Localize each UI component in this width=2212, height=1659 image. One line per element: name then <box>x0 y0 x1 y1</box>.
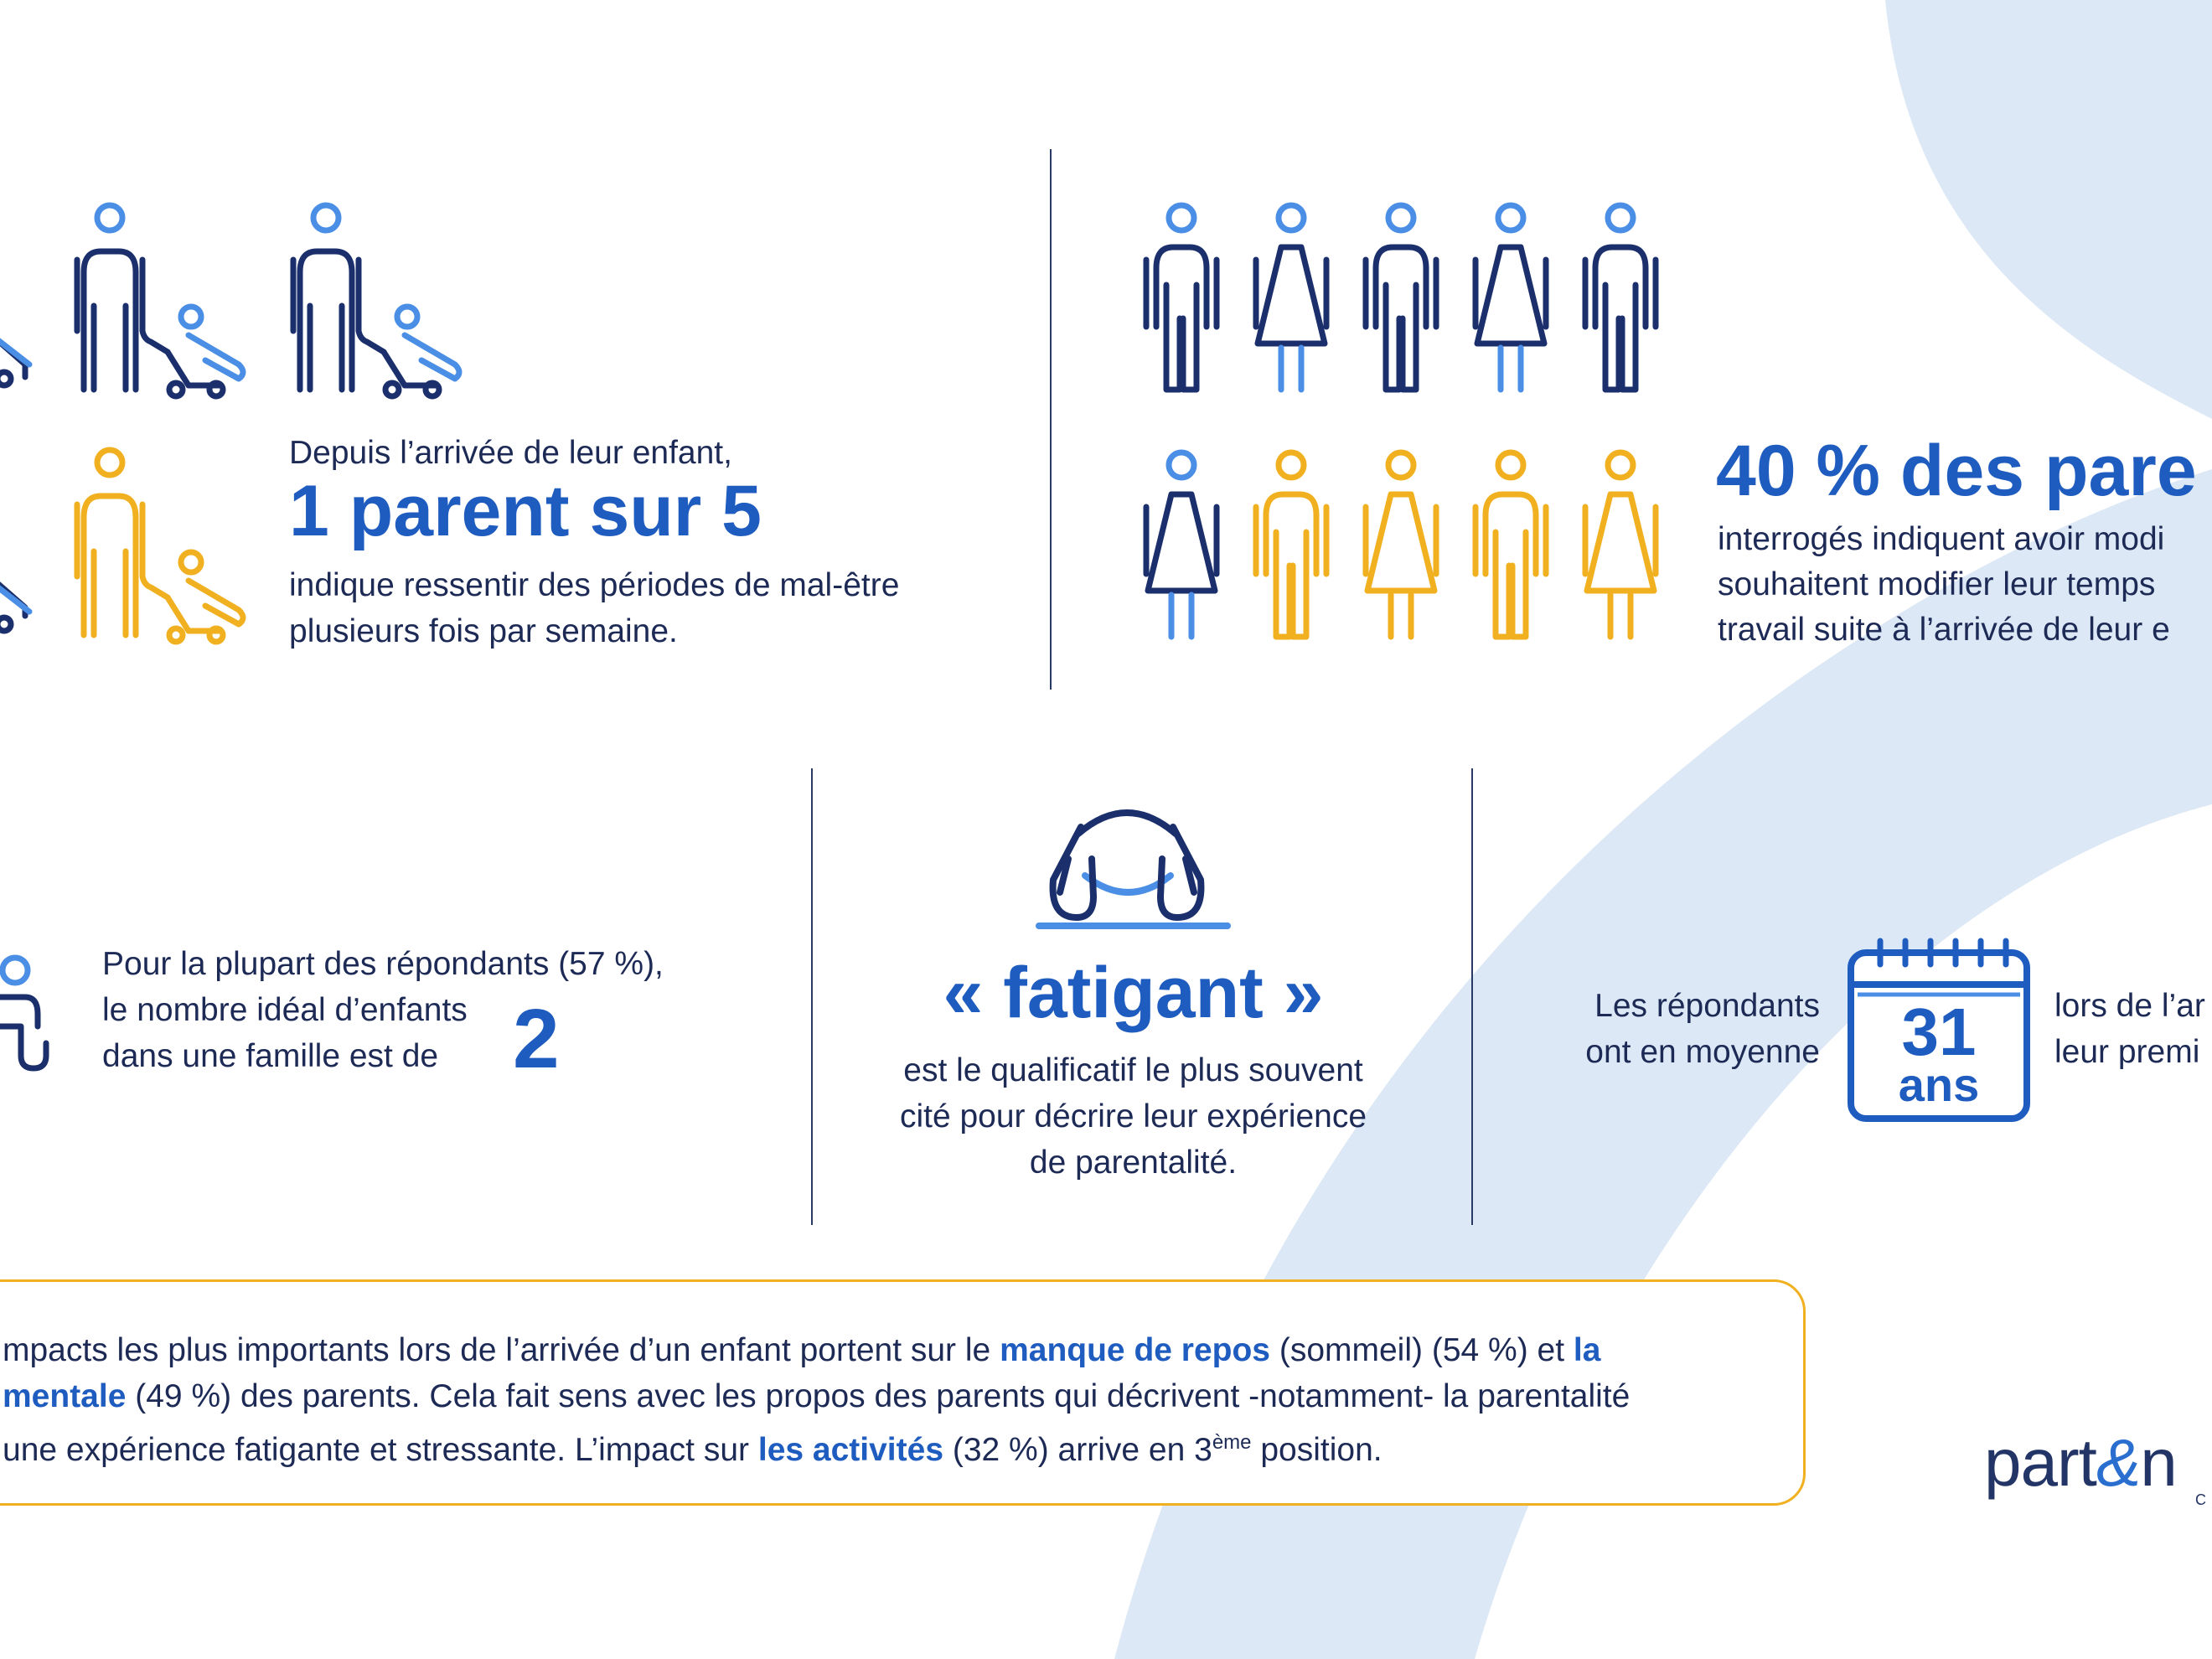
stat4-line3: de parentalité. <box>1029 1145 1238 1181</box>
stat5-right1: lors de l’ar <box>2054 988 2205 1024</box>
callout-line-2 <box>3 1373 1762 1419</box>
man-figure-icon <box>1366 205 1436 390</box>
stat2-line3: travail suite à l’arrivée de leur e <box>1718 612 2170 648</box>
stat1-intro: Depuis l’arrivée de leur enfant, <box>289 435 732 471</box>
callout-l3a: une expérience fatigante et stressante. L’impact sur <box>3 1432 758 1468</box>
logo-subtitle: C <box>2195 1491 2206 1508</box>
woman-figure-icon <box>1585 452 1656 637</box>
summary-callout-box <box>0 1279 1806 1506</box>
calendar-number: 31 <box>1901 995 1977 1069</box>
stat1-line2: plusieurs fois par semaine. <box>289 613 678 649</box>
woman-figure-icon <box>1146 452 1217 637</box>
stat1-line1: indique ressentir des périodes de mal-être <box>289 567 900 603</box>
callout-l1a: mpacts les plus importants lors de l’arrivée d’un enfant portent sur le <box>3 1332 1000 1368</box>
woman-figure-icon <box>1476 205 1546 390</box>
callout-l2a-highlight: mentale <box>3 1378 127 1414</box>
calendar-icon <box>1847 936 2031 1124</box>
summary-callout-text <box>3 1327 1762 1473</box>
callout-l3c: (32 %) arrive en 3 <box>943 1432 1212 1468</box>
man-figure-icon <box>1476 452 1546 637</box>
stat2-line2: souhaitent modifier leur temps <box>1718 566 2156 602</box>
man-figure-icon <box>1585 205 1656 390</box>
tired-person-icon <box>1035 800 1232 934</box>
stat2-headline: 40 % des pare <box>1716 431 2197 511</box>
stat3-line3: dans une famille est de <box>102 1038 439 1074</box>
stat4-headline: « fatigant » <box>943 953 1324 1033</box>
man-figure-icon <box>1256 452 1326 637</box>
child-icon-partial <box>0 947 59 1081</box>
divider-bottom-left <box>811 768 813 1225</box>
callout-l3b-highlight: les activités <box>757 1432 944 1468</box>
divider-top <box>1050 149 1052 690</box>
logo-part1: part <box>1984 1425 2096 1500</box>
stat5-left2: ont en moyenne <box>1585 1034 1820 1070</box>
stat1-headline: 1 parent sur 5 <box>289 471 762 551</box>
stat2-line1: interrogés indiquent avoir modi <box>1718 521 2165 557</box>
stat3-number: 2 <box>513 992 560 1086</box>
logo-part2: n <box>2140 1425 2177 1500</box>
woman-figure-icon <box>1366 452 1436 637</box>
callout-line-1 <box>3 1327 1762 1373</box>
callout-l3-superscript: ème <box>1212 1431 1252 1454</box>
callout-l3d: position. <box>1251 1432 1382 1468</box>
callout-l2b: (49 %) des parents. Cela fait sens avec les propos des parents qui décrivent -notamment- la parentalité <box>126 1378 1631 1414</box>
stat4-line1: est le qualificatif le plus souvent <box>903 1052 1363 1088</box>
callout-l1c: (sommeil) (54 %) et <box>1270 1332 1574 1368</box>
callout-l1b-highlight: manque de repos <box>1000 1332 1270 1368</box>
calendar-unit: ans <box>1898 1058 1980 1111</box>
stat5-right2: leur premi <box>2054 1034 2200 1070</box>
woman-figure-icon <box>1256 205 1326 390</box>
stat3-line2: le nombre idéal d’enfants <box>102 992 468 1028</box>
stat5-left1: Les répondants <box>1594 988 1820 1024</box>
man-figure-icon <box>1146 205 1217 390</box>
callout-line-3 <box>3 1419 1762 1473</box>
stat3-line1: Pour la plupart des répondants (57 %), <box>102 946 664 982</box>
brand-logo <box>1984 1424 2177 1501</box>
callout-l1d-highlight: la <box>1573 1332 1601 1368</box>
people-grid-icon-group <box>1131 193 1684 645</box>
logo-ampersand: & <box>2096 1425 2141 1500</box>
stat4-line2: cité pour décrire leur expérience <box>899 1098 1367 1134</box>
